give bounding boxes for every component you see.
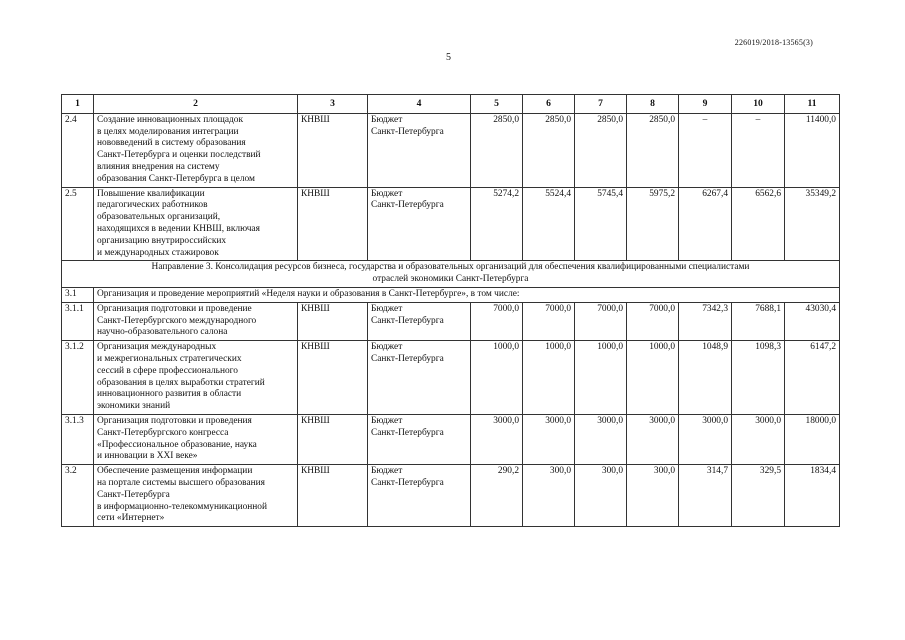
row-executor: КНВШ [298,113,368,187]
row-value: 3000,0 [575,414,627,464]
row-value: 2850,0 [627,113,679,187]
row-value: 314,7 [679,465,732,527]
row-value: 300,0 [575,465,627,527]
row-value: – [679,113,732,187]
row-value: 2850,0 [575,113,627,187]
row-total: 35349,2 [785,187,840,261]
row-value: 2850,0 [471,113,523,187]
subsection-heading: Организация и проведение мероприятий «Неделя науки и образования в Санкт-Петербурге», в том числе: [94,287,840,302]
row-value: 5524,4 [523,187,575,261]
table-row [62,341,840,415]
row-id: 3.2 [62,465,94,527]
row-value: – [732,113,785,187]
row-value: 7000,0 [627,302,679,340]
row-id: 2.5 [62,187,94,261]
row-value: 7000,0 [523,302,575,340]
row-id: 2.4 [62,113,94,187]
row-value: 300,0 [523,465,575,527]
row-value: 3000,0 [679,414,732,464]
column-header: 8 [627,95,679,114]
row-source: Бюджет Санкт-Петербурга [368,465,471,527]
section-row [62,261,840,288]
row-value: 7000,0 [471,302,523,340]
row-source: Бюджет Санкт-Петербурга [368,414,471,464]
row-value: 329,5 [732,465,785,527]
row-value: 3000,0 [471,414,523,464]
row-executor: КНВШ [298,187,368,261]
row-value: 1048,9 [679,341,732,415]
row-name: Повышение квалификации педагогических работников образовательных организаций, находящихся в ведении КНВШ, включая организацию внутрироссийских и международных стажировок [94,187,298,261]
column-header: 1 [62,95,94,114]
row-id: 3.1.1 [62,302,94,340]
column-header: 11 [785,95,840,114]
row-value: 5975,2 [627,187,679,261]
row-value: 1000,0 [523,341,575,415]
row-value: 3000,0 [627,414,679,464]
row-value: 5745,4 [575,187,627,261]
table-row [62,113,840,187]
row-source: Бюджет Санкт-Петербурга [368,113,471,187]
column-header: 4 [368,95,471,114]
row-name: Организация международных и межрегиональных стратегических сессий в сфере профессионального образования в целях выработки стратегий инновационного развития в области экономики знаний [94,341,298,415]
column-header: 10 [732,95,785,114]
row-executor: КНВШ [298,341,368,415]
row-total: 1834,4 [785,465,840,527]
row-executor: КНВШ [298,465,368,527]
document-code: 226019/2018-13565(3) [734,38,813,47]
column-header: 3 [298,95,368,114]
row-source: Бюджет Санкт-Петербурга [368,302,471,340]
row-value: 6562,6 [732,187,785,261]
row-value: 7688,1 [732,302,785,340]
row-name: Организация подготовки и проведения Санкт-Петербургского конгресса «Профессиональное образование, наука и инновации в XXI веке» [94,414,298,464]
column-header-row [62,95,840,114]
column-header: 5 [471,95,523,114]
column-header: 2 [94,95,298,114]
row-value: 7342,3 [679,302,732,340]
row-value: 1098,3 [732,341,785,415]
column-header: 9 [679,95,732,114]
row-name: Обеспечение размещения информации на портале системы высшего образования Санкт-Петербурга в информационно-телекоммуникационной сети «Интернет» [94,465,298,527]
program-table [61,94,840,527]
row-value: 1000,0 [627,341,679,415]
subsection-row [62,287,840,302]
row-value: 3000,0 [523,414,575,464]
section-heading: Направление 3. Консолидация ресурсов бизнеса, государства и образовательных организаций для обеспечения квалифицированными специалистами отраслей экономики Санкт-Петербурга [62,261,840,288]
row-value: 3000,0 [732,414,785,464]
column-header: 7 [575,95,627,114]
row-value: 1000,0 [471,341,523,415]
row-total: 11400,0 [785,113,840,187]
row-total: 6147,2 [785,341,840,415]
row-name: Организация подготовки и проведение Санкт-Петербургского международного научно-образовательного салона [94,302,298,340]
row-name: Создание инновационных площадок в целях моделирования интеграции нововведений в систему образования Санкт-Петербурга и оценки последствий влияния внедрения на систему образования Санкт-Петербурга в целом [94,113,298,187]
row-value: 6267,4 [679,187,732,261]
table-row [62,465,840,527]
row-value: 300,0 [627,465,679,527]
row-executor: КНВШ [298,414,368,464]
table-row [62,302,840,340]
row-source: Бюджет Санкт-Петербурга [368,187,471,261]
row-value: 7000,0 [575,302,627,340]
row-total: 43030,4 [785,302,840,340]
row-source: Бюджет Санкт-Петербурга [368,341,471,415]
row-value: 2850,0 [523,113,575,187]
column-header: 6 [523,95,575,114]
row-id: 3.1 [62,287,94,302]
row-value: 290,2 [471,465,523,527]
table-row [62,414,840,464]
row-id: 3.1.3 [62,414,94,464]
table-row [62,187,840,261]
row-value: 1000,0 [575,341,627,415]
row-id: 3.1.2 [62,341,94,415]
row-value: 5274,2 [471,187,523,261]
page-number: 5 [446,52,451,63]
row-total: 18000,0 [785,414,840,464]
row-executor: КНВШ [298,302,368,340]
